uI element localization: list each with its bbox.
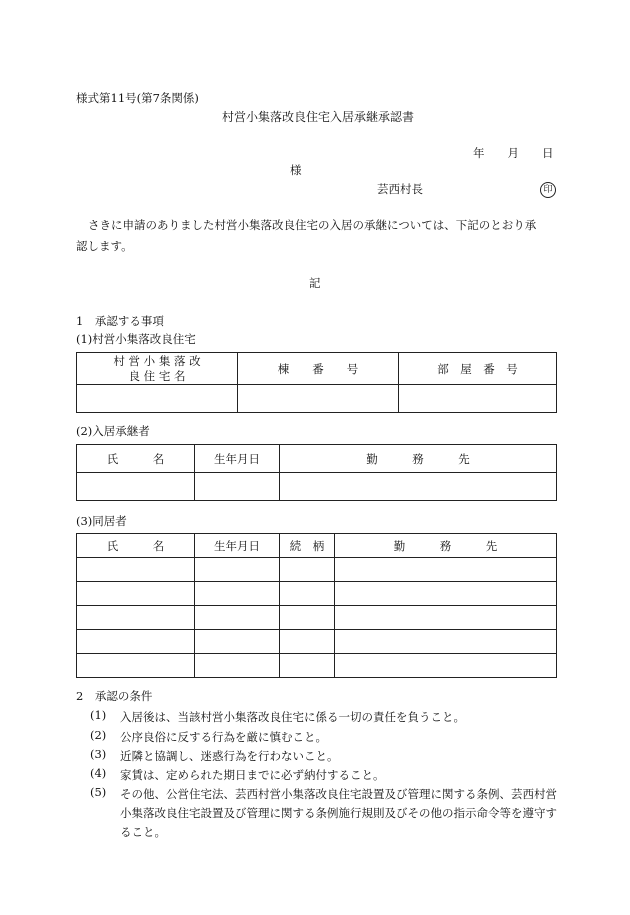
housing-table [76,352,557,413]
table-row [77,558,557,582]
form-number: 様式第11号(第7条関係) [76,91,199,105]
body-paragraph-line1: さきに申請のありました村営小集落改良住宅の入居の承継については、下記のとおり承 [88,218,537,232]
successor-name-cell[interactable] [77,473,195,501]
cohabitant-relation-cell[interactable] [280,582,335,606]
cohabitant-work-cell[interactable] [335,654,557,678]
condition-text: 家賃は、定められた期日までに必ず納付すること。 [120,768,385,782]
room-number-header: 部 屋 番 号 [399,353,557,385]
condition-number: (2) [90,728,107,742]
building-number-header: 棟 番 号 [238,353,399,385]
section2-heading: 2 承認の条件 [76,689,153,703]
cohabitant-label: (3)同居者 [76,514,127,528]
cohabitant-relation-cell[interactable] [280,606,335,630]
issuer-name: 芸西村長 [377,182,423,196]
cohabitant-birth-header: 生年月日 [195,534,280,558]
seal-mark [540,181,556,198]
table-row [77,654,557,678]
cohabitant-table [76,533,557,678]
condition-number: (5) [90,785,107,799]
cohabitant-relation-cell[interactable] [280,630,335,654]
table-header-row [77,445,557,473]
section1-heading: 1 承認する事項 [76,314,164,328]
cohabitant-relation-header: 続 柄 [280,534,335,558]
building-number-cell[interactable] [238,385,399,413]
cohabitant-name-cell[interactable] [77,654,195,678]
successor-work-header: 勤 務 先 [280,445,557,473]
addressee-suffix: 様 [290,163,302,177]
seal-icon: 印 [540,182,556,198]
cohabitant-name-cell[interactable] [77,582,195,606]
successor-name-header: 氏 名 [77,445,195,473]
housing-name-cell[interactable] [77,385,238,413]
body-paragraph-line2: 認します。 [76,239,133,253]
cohabitant-name-cell[interactable] [77,558,195,582]
table-header-row [77,534,557,558]
date-line: 年 月 日 [473,146,554,160]
cohabitant-name-cell[interactable] [77,606,195,630]
cohabitant-work-header: 勤 務 先 [335,534,557,558]
condition-text: 近隣と協調し、迷惑行為を行わないこと。 [120,749,339,763]
cohabitant-work-cell[interactable] [335,606,557,630]
cohabitant-birth-cell[interactable] [195,606,280,630]
table-header-row [77,353,557,385]
housing-name-header-line2: 良 住 宅 名 [128,368,186,383]
table-row [77,630,557,654]
cohabitant-name-header: 氏 名 [77,534,195,558]
table-row [77,606,557,630]
housing-name-header [77,353,238,385]
successor-label: (2)入居承継者 [76,424,150,438]
cohabitant-work-cell[interactable] [335,630,557,654]
successor-table [76,444,557,501]
cohabitant-relation-cell[interactable] [280,558,335,582]
cohabitant-name-cell[interactable] [77,630,195,654]
cohabitant-birth-cell[interactable] [195,630,280,654]
table-row [77,582,557,606]
condition-text: その他、公営住宅法、芸西村営小集落改良住宅設置及び管理に関する条例、芸西村営小集落改良住宅設置及び管理に関する条例施行規則及びその他の指示命令等を遵守すること。 [120,787,557,839]
housing-label: (1)村営小集落改良住宅 [76,332,196,346]
housing-name-header-line1: 村 営 小 集 落 改 [113,353,201,368]
condition-number: (1) [90,708,107,722]
condition-number: (3) [90,747,107,761]
condition-text: 入居後は、当該村営小集落改良住宅に係る一切の責任を負うこと。 [120,710,465,724]
room-number-cell[interactable] [399,385,557,413]
successor-work-cell[interactable] [280,473,557,501]
cohabitant-birth-cell[interactable] [195,654,280,678]
cohabitant-work-cell[interactable] [335,558,557,582]
successor-birth-header: 生年月日 [195,445,280,473]
ki-heading: 記 [309,276,321,290]
cohabitant-birth-cell[interactable] [195,582,280,606]
condition-text: 公序良俗に反する行為を厳に慎むこと。 [120,730,327,744]
table-row [77,473,557,501]
cohabitant-birth-cell[interactable] [195,558,280,582]
document-title: 村営小集落改良住宅入居承継承認書 [222,110,415,124]
condition-number: (4) [90,766,107,780]
cohabitant-work-cell[interactable] [335,582,557,606]
cohabitant-relation-cell[interactable] [280,654,335,678]
table-row [77,385,557,413]
successor-birth-cell[interactable] [195,473,280,501]
